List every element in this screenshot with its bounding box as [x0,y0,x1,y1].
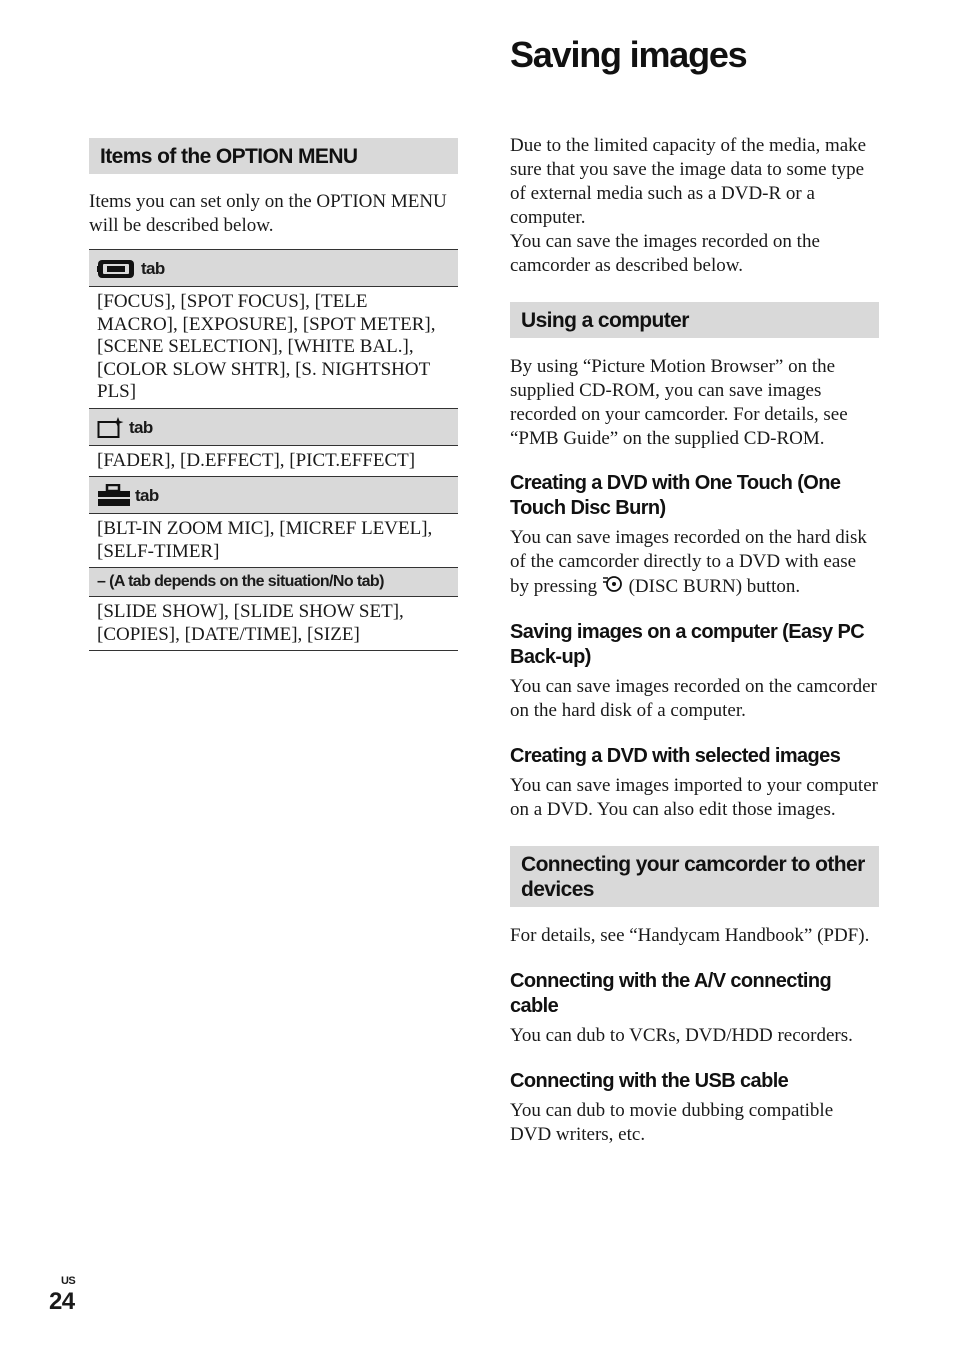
tab-label: – (A tab depends on the situation/No tab) [97,573,384,590]
computer-text: By using “Picture Motion Browser” on the supplied CD-ROM, you can save images recorded on your camcorder. For details, see “PMB Guide” on the supplied CD-ROM. [510,356,848,449]
option-menu-intro: Items you can set only on the OPTION MENU will be described below. [89,191,447,236]
table-row-head-camera [89,250,458,287]
usb-cable-text: You can dub to movie dubbing compatible DVD writers, etc. [510,1100,834,1145]
subheading-easy-pc-backup: Saving images on a computer (Easy PC Back-up) [510,621,865,668]
selected-images-text: You can save images imported to your computer on a DVD. You can also edit those images. [510,775,878,820]
one-touch-text [510,526,879,599]
subheading-selected-images: Creating a DVD with selected images [510,745,841,767]
tab-label: tab [135,486,159,505]
table-row-head-effect [89,409,458,446]
effect-icon [97,416,125,440]
table-row-body: [FOCUS], [SPOT FOCUS], [TELE MACRO], [EXPOSURE], [SPOT METER], [SCENE SELECTION], [WHITE BAL.], [COLOR SLOW SHTR], [S. NIGHTSHOT PLS] [89,287,458,409]
right-column [510,134,879,1147]
camera-icon [97,257,137,281]
page-number: 24 [49,1288,75,1315]
section-heading-devices: Connecting your camcorder to other devices [510,846,879,907]
option-menu-table [89,249,458,651]
table-row-body: [FADER], [D.EFFECT], [PICT.EFFECT] [89,446,458,478]
toolbox-icon [97,484,131,508]
devices-text: For details, see “Handycam Handbook” (PDF). [510,925,870,946]
left-column [89,138,458,651]
disc-burn-icon [602,574,624,594]
table-row-body: [SLIDE SHOW], [SLIDE SHOW SET], [COPIES], [DATE/TIME], [SIZE] [89,597,458,651]
av-cable-text: You can dub to VCRs, DVD/HDD recorders. [510,1025,853,1046]
subheading-usb-cable: Connecting with the USB cable [510,1070,789,1092]
easy-pc-backup-text: You can save images recorded on the camcorder on the hard disk of a computer. [510,676,877,721]
saving-intro-2: You can save the images recorded on the camcorder as described below. [510,231,820,276]
section-heading-option-menu: Items of the OPTION MENU [89,138,458,174]
saving-intro-1: Due to the limited capacity of the media, make sure that you save the image data to some type of external media such as a DVD-R or a computer. [510,135,867,228]
tab-label: tab [141,259,165,278]
subheading-one-touch: Creating a DVD with One Touch (One Touch Disc Burn) [510,472,841,519]
tab-label: tab [129,417,153,437]
region-code: US [61,1275,76,1287]
table-row-head-no-tab [89,568,458,597]
section-heading-computer: Using a computer [510,302,879,338]
table-row-body: [BLT-IN ZOOM MIC], [MICREF LEVEL], [SELF-TIMER] [89,514,458,568]
page-title: Saving images [510,34,747,75]
table-row-head-toolbox [89,477,458,514]
subheading-av-cable: Connecting with the A/V connecting cable [510,970,832,1017]
one-touch-text-part: You can save images recorded on the hard disk of the camcorder directly to a DVD with ease by pressing [510,527,867,597]
one-touch-text-part: (DISC BURN) button. [628,576,801,597]
